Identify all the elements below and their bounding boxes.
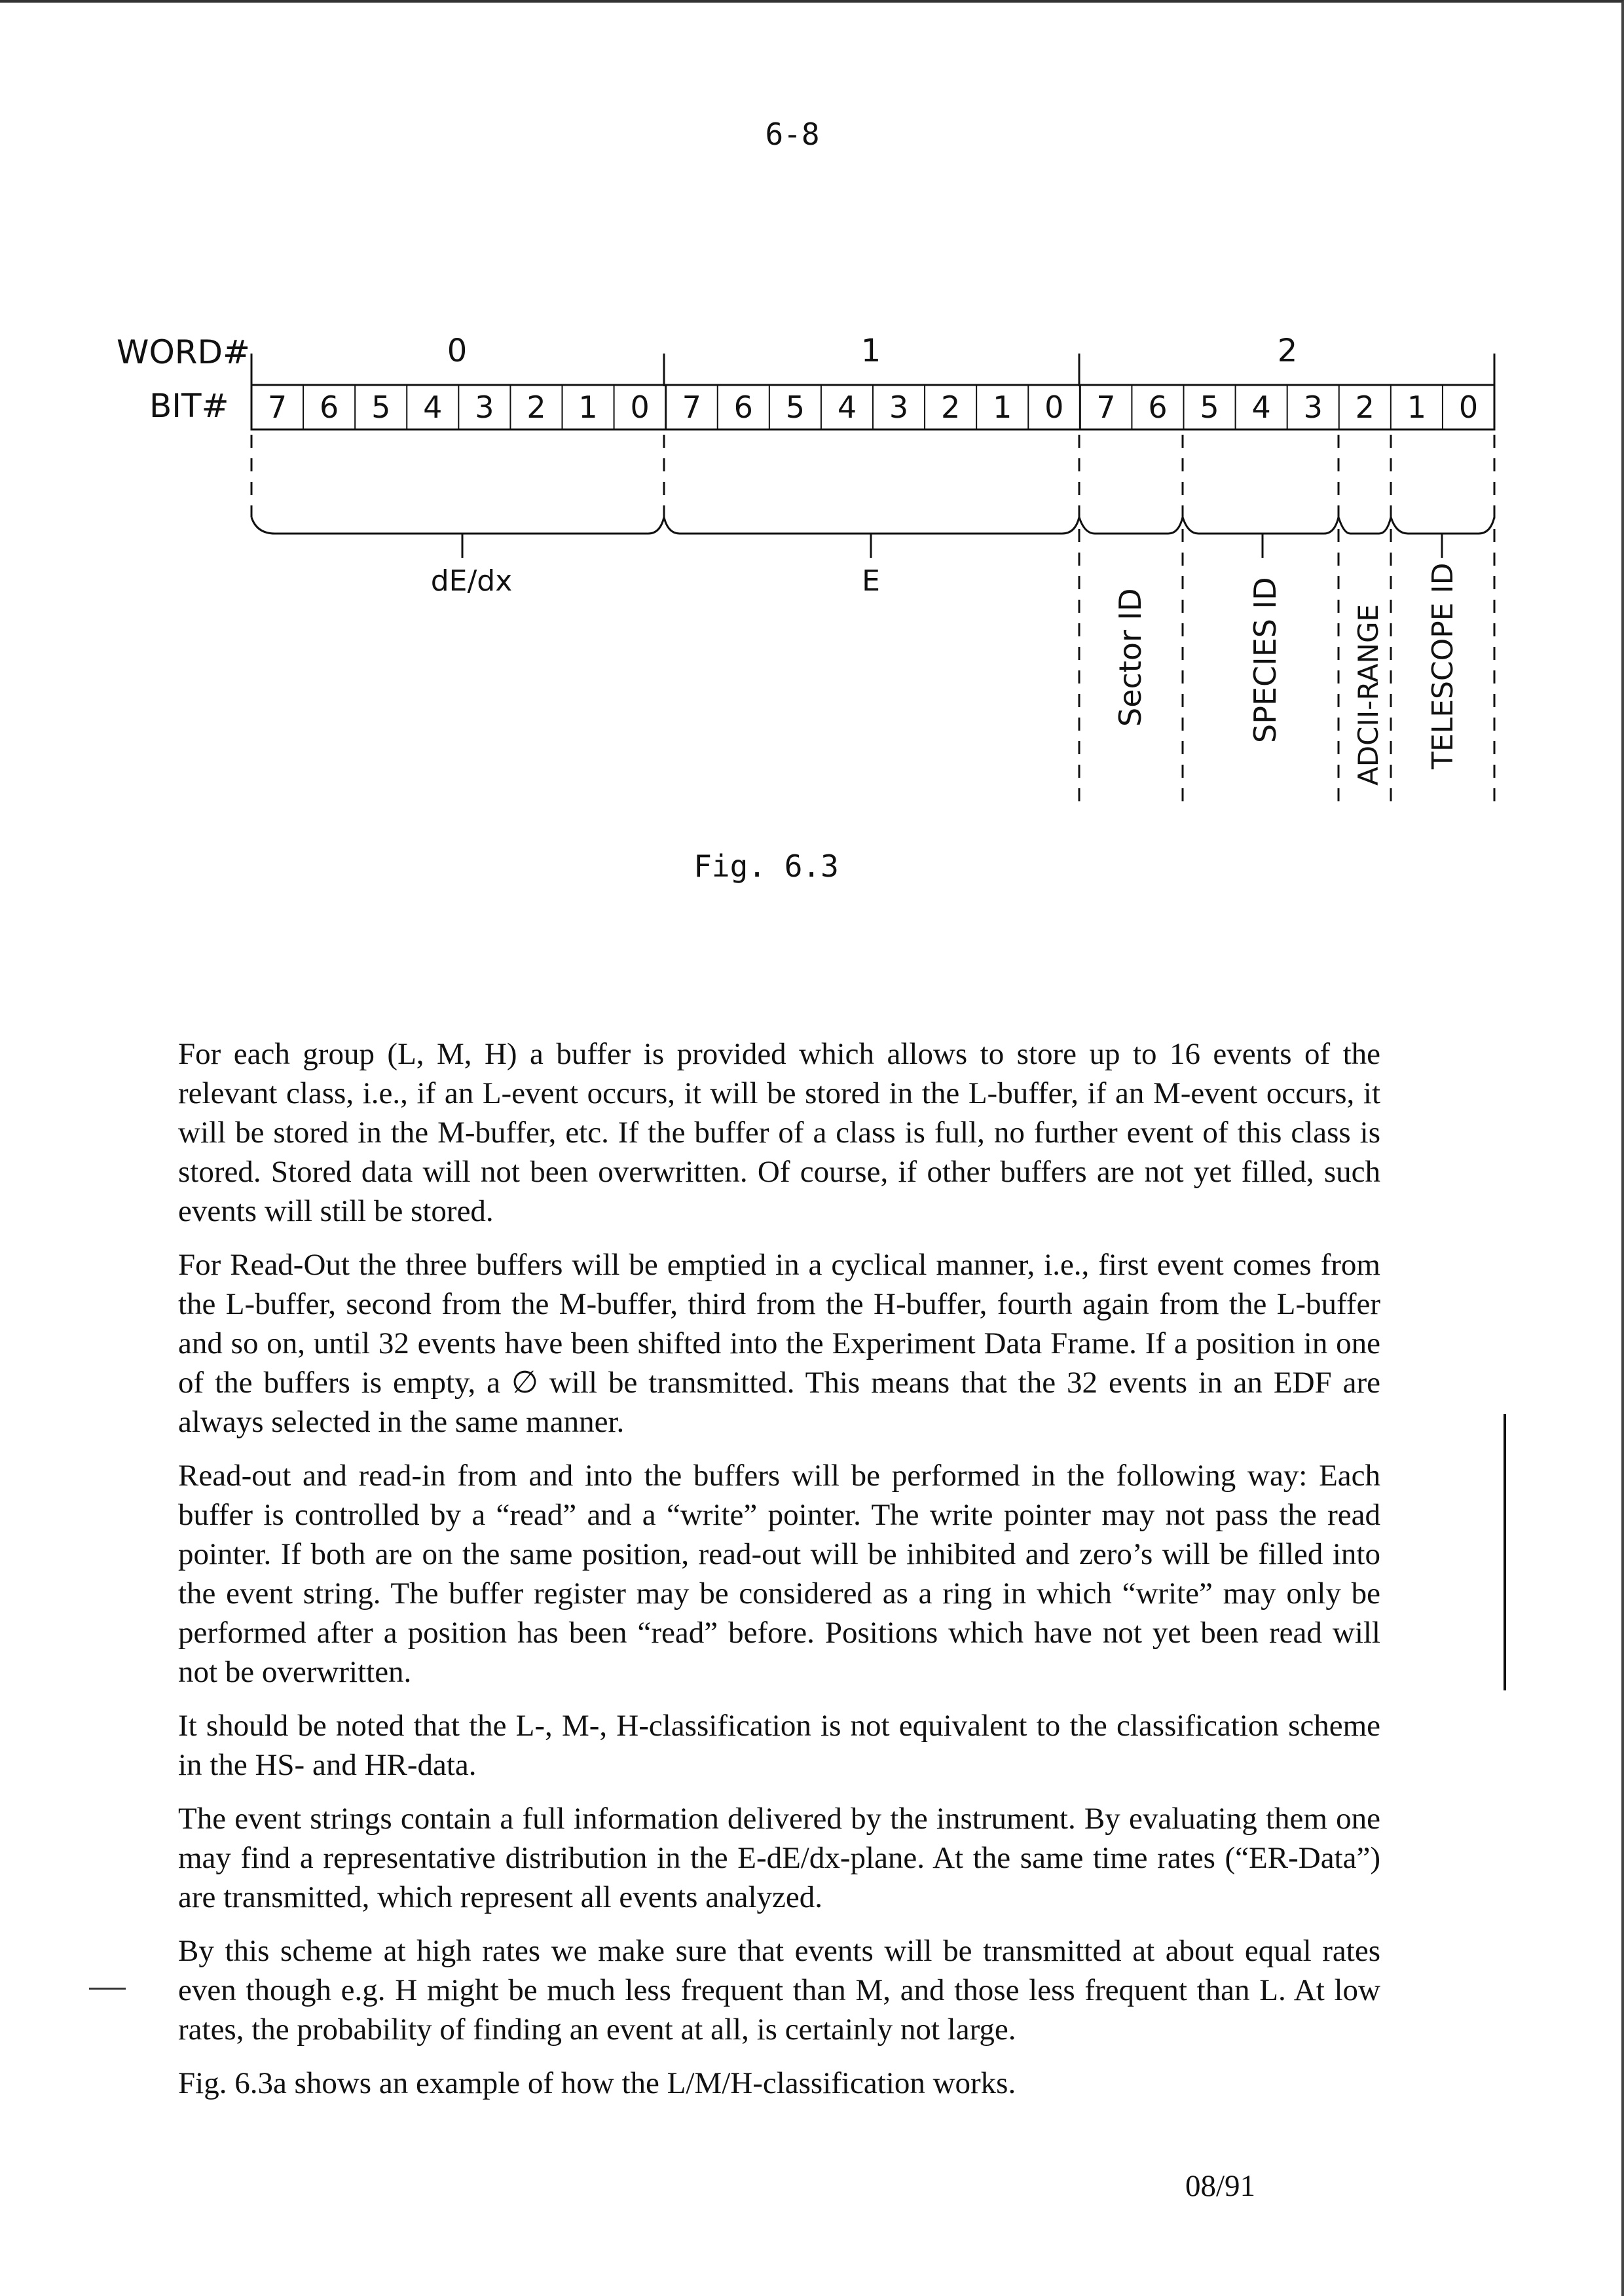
bit-cell-label: 2: [940, 390, 961, 425]
field-dedx-label: dE/dx: [430, 564, 513, 598]
bit-cell-label: 0: [1044, 390, 1064, 425]
bit-cell-label: 2: [526, 390, 546, 425]
paragraph: The event strings contain a full information delivered by the instrument. By evaluating them one may find a representative distribution in the E-dE/dx-plane. At the same time rates (“ER-Data”) are transmitted, which represent all events analyzed.: [178, 1802, 1380, 1914]
bit-cell-label: 5: [785, 390, 805, 425]
bit-cell-label: 7: [1096, 390, 1116, 425]
paragraph: Fig. 6.3a shows an example of how the L/M/H-classification works.: [178, 2066, 1016, 2100]
bit-cell-label: 0: [1458, 390, 1479, 425]
bit-cell-label: 7: [267, 390, 287, 425]
field-sector-id-label: Sector ID: [1113, 588, 1148, 727]
telescope-brace: [1391, 517, 1494, 534]
bit-cell-label: 1: [578, 390, 598, 425]
paragraph: It should be noted that the L-, M-, H-classification is not equivalent to the classification scheme in the HS- and HR-data.: [178, 1709, 1380, 1782]
adc-brace: [1338, 517, 1391, 534]
page-number: 6-8: [765, 117, 820, 152]
bit-cell-label: 6: [1148, 390, 1168, 425]
bit-cell-label: 7: [682, 390, 701, 425]
bit-cell-label: 1: [1407, 390, 1427, 425]
word-1-label: 1: [860, 333, 881, 369]
paragraph: For Read-Out the three buffers will be emptied in a cyclical manner, i.e., first event comes from the L-buffer, second from the M-buffer, third from the H-buffer, fourth again from the L-buffer and so on, until 32 events have been shifted into the Experiment Data Frame. If a position in one of the buffers is empty, a ∅ will be transmitted. This means that the 32 events in an EDF are always selected in the same manner.: [178, 1248, 1380, 1439]
bit-cell-label: 6: [319, 390, 339, 425]
bit-cell-label: 3: [889, 390, 909, 425]
dedx-e-brace: [251, 517, 1079, 534]
field-e-label: E: [862, 564, 880, 598]
bit-cell-label: 4: [1251, 390, 1271, 425]
word-0-label: 0: [447, 333, 468, 369]
paragraph: For each group (L, M, H) a buffer is provided which allows to store up to 16 events of the relevant class, i.e., if an L-event occurs, it will be stored in the L-buffer, if an M-event occurs, it will be stored in the M-buffer, etc. If the buffer of a class is full, no further event of this class is stored. Stored data will not been overwritten. Of course, if other buffers are not yet filled, such events will still be stored.: [178, 1037, 1380, 1228]
paragraph: Read-out and read-in from and into the buffers will be performed in the following way: Each buffer is controlled by a “read” and a “write” pointer. The write pointer may not pass the read pointer. If both are on the same position, read-out will be inhibited and zero’s will be filled into the event string. The buffer register may be considered as a ring in which “write” may only be performed after a position has been “read” before. Positions which have not yet been read will not be overwritten.: [178, 1459, 1380, 1689]
margin-mark: [89, 1988, 126, 1990]
paragraph: By this scheme at high rates we make sure that events will be transmitted at about equal rates even though e.g. H might be much less frequent than M, and those less frequent than L. At low rates, the probability of finding an event at all, is certainly not large.: [178, 1934, 1380, 2047]
field-telescope-id-label: TELESCOPE ID: [1426, 562, 1460, 769]
bit-cell-label: 1: [993, 390, 1012, 425]
footer-date: 08/91: [1185, 2169, 1256, 2203]
bit-cell-label: 3: [475, 390, 494, 425]
body-text: [178, 1034, 1380, 2117]
bit-layout-diagram: [0, 0, 1624, 825]
bit-cell-label: 2: [1355, 390, 1375, 425]
bit-label: BIT#: [149, 387, 229, 425]
bit-cell-label: 4: [423, 390, 443, 425]
revision-bar: [1504, 1414, 1506, 1690]
field-species-id-label: SPECIES ID: [1247, 577, 1283, 743]
figure-caption: Fig. 6.3: [693, 848, 839, 884]
word-label: WORD#: [117, 333, 250, 371]
bit-cell-label: 0: [630, 390, 650, 425]
bit-cell-label: 5: [371, 390, 391, 425]
bit-cell-label: 6: [733, 390, 753, 425]
bit-cell-label: 5: [1200, 390, 1219, 425]
species-brace: [1183, 517, 1338, 534]
field-adc-range-label: ADCII-RANGE: [1352, 604, 1384, 786]
word-2-label: 2: [1277, 333, 1298, 369]
sector-brace: [1079, 517, 1183, 534]
bit-cell-label: 4: [837, 390, 857, 425]
bit-cell-label: 3: [1303, 390, 1323, 425]
